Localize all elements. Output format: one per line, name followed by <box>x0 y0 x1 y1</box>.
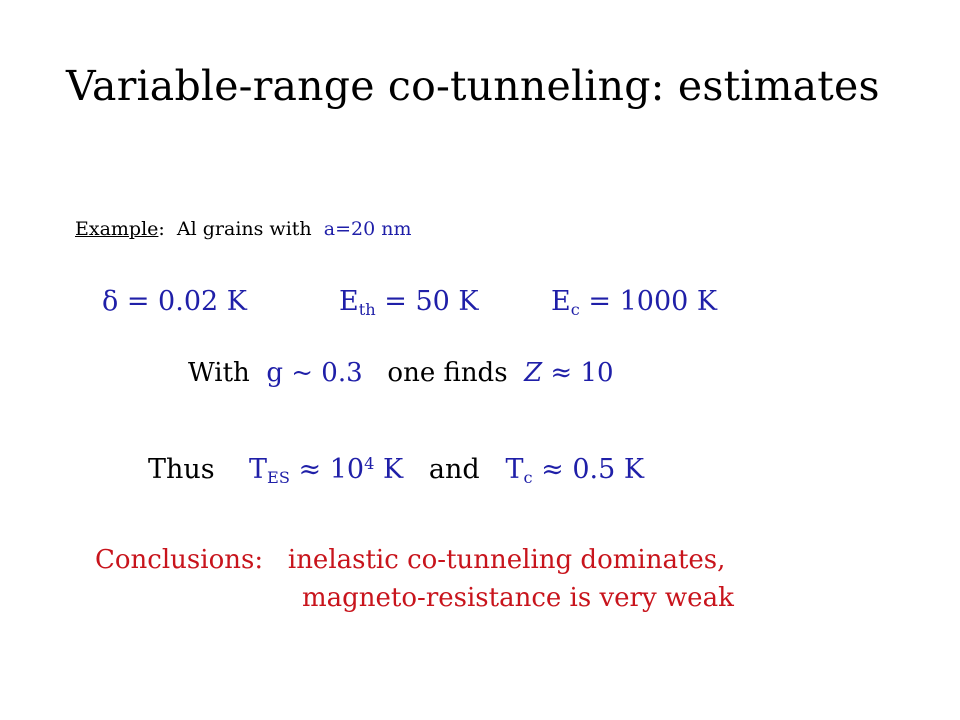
tes-unit: K <box>374 454 404 485</box>
tes-expression <box>249 454 403 485</box>
example-colon: : <box>158 218 165 240</box>
delta-symbol: δ <box>102 286 119 317</box>
and-word: and <box>428 454 480 485</box>
ec-symbol: E <box>551 286 571 317</box>
eth-value: = 50 K <box>375 286 479 317</box>
conclusions-line-2 <box>302 583 734 613</box>
with-line <box>188 358 614 388</box>
tc-expression <box>505 454 644 485</box>
conclusions-line-1 <box>95 545 725 575</box>
ec-value: = 1000 K <box>579 286 718 317</box>
ec-subscript: c <box>570 299 580 319</box>
tes-exponent: 4 <box>364 454 375 474</box>
eth-parameter <box>339 286 479 317</box>
z-value: ≈ 10 <box>542 358 614 388</box>
conclusions-label: Conclusions: <box>95 545 264 575</box>
eth-subscript: th <box>358 299 376 319</box>
eth-symbol: E <box>339 286 359 317</box>
example-line <box>75 218 411 240</box>
tc-subscript: c <box>523 467 533 487</box>
delta-value: = 0.02 K <box>118 286 247 317</box>
thus-line <box>148 454 644 485</box>
tc-value: ≈ 0.5 K <box>532 454 645 485</box>
tc-symbol: T <box>505 454 524 485</box>
tes-symbol: T <box>249 454 268 485</box>
example-grain-size: a=20 nm <box>323 218 412 240</box>
slide-title: Variable-range co-tunneling: estimates <box>66 62 880 110</box>
conclusions-text-1: inelastic co-tunneling dominates, <box>287 545 726 575</box>
z-symbol: Z <box>524 358 543 388</box>
example-text: Al grains with <box>176 218 312 240</box>
with-middle: one finds <box>387 358 508 388</box>
tes-value: ≈ 10 <box>289 454 365 485</box>
thus-prefix: Thus <box>148 454 215 485</box>
with-prefix: With <box>188 358 250 388</box>
tes-subscript: ES <box>267 467 290 487</box>
ec-parameter <box>551 286 717 317</box>
g-value: g ~ 0.3 <box>266 358 363 388</box>
delta-parameter <box>102 286 247 317</box>
conclusions-text-2: magneto-resistance is very weak <box>302 583 734 613</box>
example-label: Example <box>75 218 159 240</box>
